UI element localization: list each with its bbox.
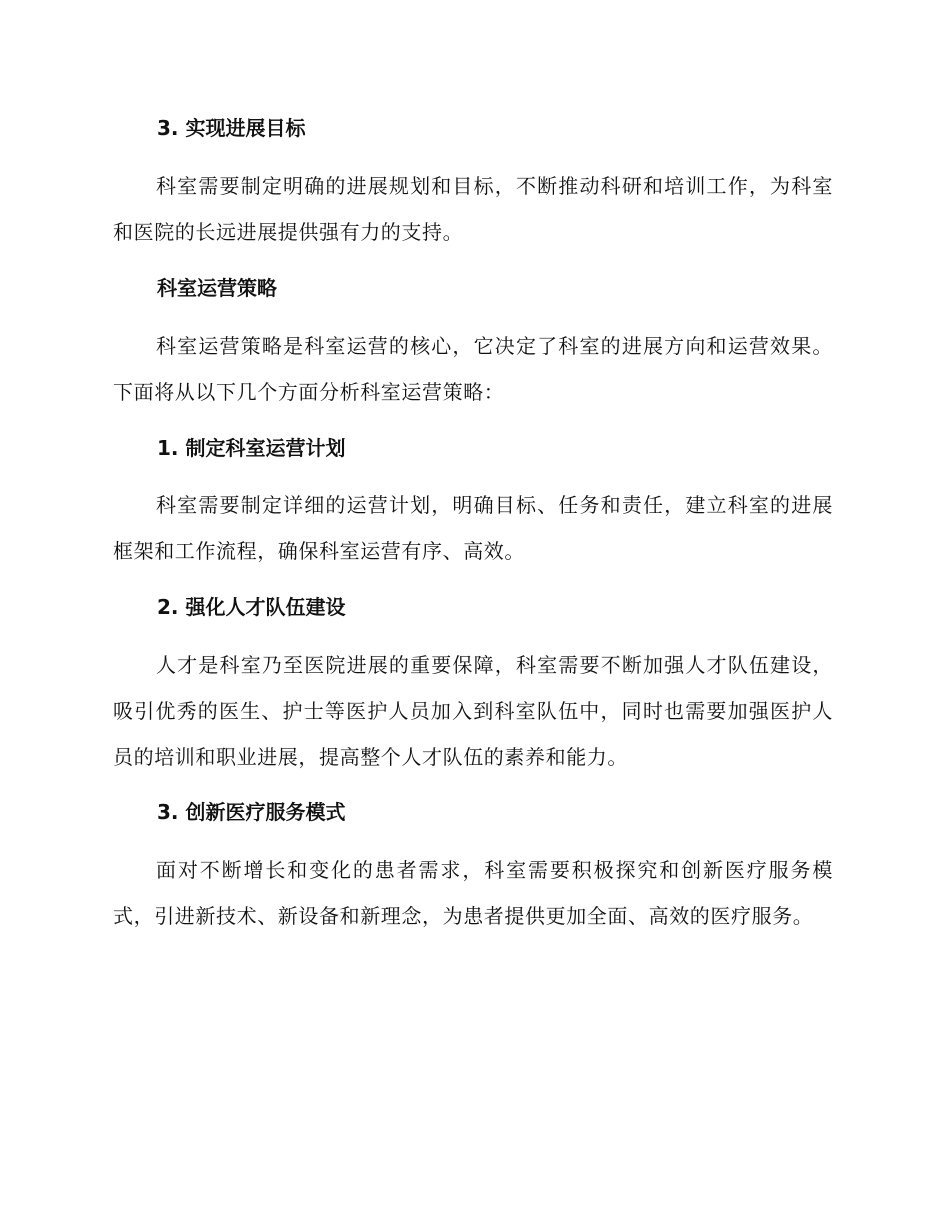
- section-heading-operation-strategy: 科室运营策略: [157, 276, 277, 300]
- paragraph-service-model: 面对不断增长和变化的患者需求，科室需要积极探究和创新医疗服务模式，引进新技术、新设备和新理念，为患者提供更加全面、高效的医疗服务。: [113, 858, 833, 928]
- section-heading-service-model: 3. 创新医疗服务模式: [157, 800, 346, 824]
- paragraph-operation-plan: 科室需要制定详细的运营计划，明确目标、任务和责任，建立科室的进展框架和工作流程，确保科室运营有序、高效。: [113, 493, 833, 563]
- paragraph-talent-team: 人才是科室乃至医院进展的重要保障，科室需要不断加强人才队伍建设，吸引优秀的医生、护士等医护人员加入到科室队伍中，同时也需要加强医护人员的培训和职业进展，提高整个人才队伍的素养和能力。: [113, 653, 833, 769]
- section-heading-development-goals: 3. 实现进展目标: [157, 116, 306, 140]
- paragraph-development-goals: 科室需要制定明确的进展规划和目标，不断推动科研和培训工作，为科室和医院的长远进展提供强有力的支持。: [113, 174, 833, 244]
- section-heading-operation-plan: 1. 制定科室运营计划: [157, 436, 346, 460]
- section-heading-talent-team: 2. 强化人才队伍建设: [157, 595, 346, 619]
- paragraph-operation-strategy: 科室运营策略是科室运营的核心，它决定了科室的进展方向和运营效果。下面将从以下几个方面分析科室运营策略：: [113, 334, 833, 404]
